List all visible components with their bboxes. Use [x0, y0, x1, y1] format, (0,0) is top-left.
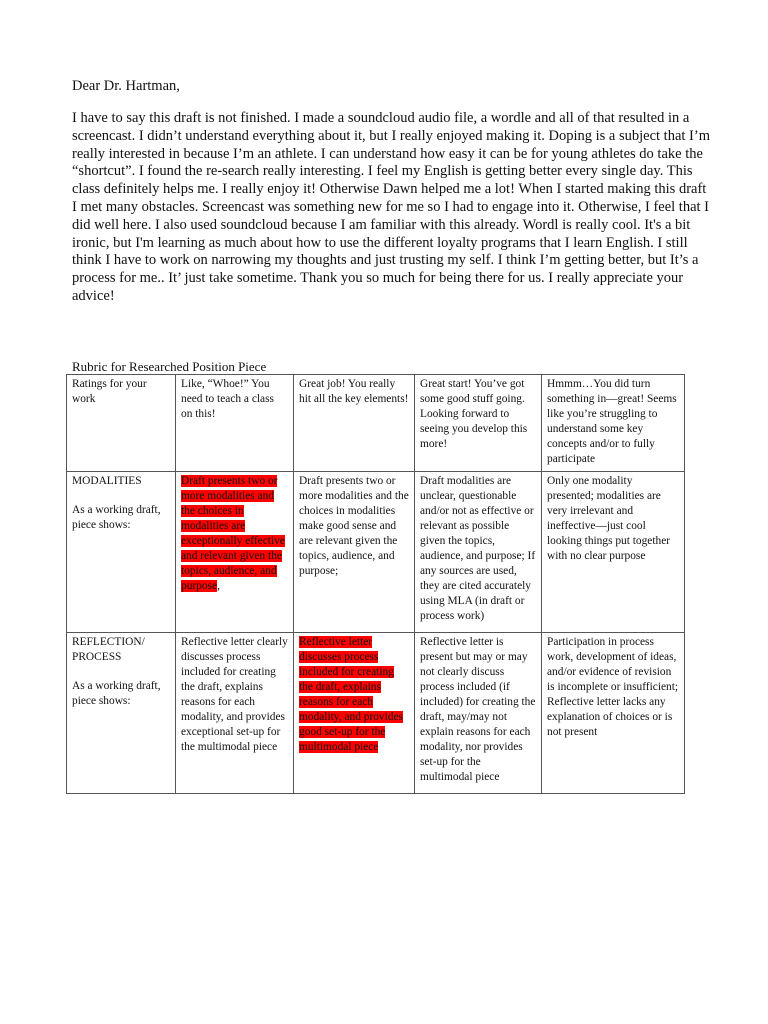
- modalities-sub: As a working draft, piece shows:: [72, 504, 161, 531]
- header-great-job: Great job! You really hit all the key elements!: [294, 375, 415, 472]
- reflection-great-job-cell: [294, 633, 415, 794]
- modalities-label: MODALITIES: [72, 475, 142, 487]
- reflection-label-cell: [67, 633, 176, 794]
- modalities-whoa-cell: [176, 472, 294, 633]
- reflection-great-start: Reflective letter is present but may or may not clearly discuss process included (if included) for creating the draft, may/may not explain reasons for each modality, nor provides set-up for the multimodal piece: [415, 633, 542, 794]
- rubric-modalities-row: [67, 472, 685, 633]
- modalities-great-job: Draft presents two or more modalities and the choices in modalities make good sense and are relevant given the topics, audience, and purpose;: [294, 472, 415, 633]
- header-whoa: Like, “Whoe!” You need to teach a class on this!: [176, 375, 294, 472]
- modalities-great-start: Draft modalities are unclear, questionable and/or not as effective or relevant as possible given the topics, audience, and purpose; If any sources are used, they are cited accurately using MLA (in draft or process work): [415, 472, 542, 633]
- rubric-reflection-row: [67, 633, 685, 794]
- reflection-whoa: Reflective letter clearly discusses process included for creating the draft, explains reasons for each modality, and provides exceptional set-up for the multimodal piece: [176, 633, 294, 794]
- reflection-sub: As a working draft, piece shows:: [72, 680, 161, 707]
- header-ratings: Ratings for your work: [67, 375, 176, 472]
- modalities-hmmm: Only one modality presented; modalities are very irrelevant and ineffective—just cool looking things put together with no clear purpose: [542, 472, 685, 633]
- rubric-table: [66, 374, 685, 794]
- header-great-start: Great start! You’ve got some good stuff going. Looking forward to seeing you develop this more!: [415, 375, 542, 472]
- reflection-great-job-highlighted: Reflective letter discusses process included for creating the draft, explains reasons for each modality, and provides good set-up for the multimodal piece: [299, 636, 403, 753]
- header-hmmm: Hmmm…You did turn something in—great! Seems like you’re struggling to understand some key concepts and/or to fully participate: [542, 375, 685, 472]
- letter-body: I have to say this draft is not finished. I made a soundcloud audio file, a wordle and all of that resulted in a screencast. I didn’t understand everything about it, but I really enjoyed making it. Doping is a subject that I’m really interested in because I’m an athlete. I can understand how easy it can be for young athletes do take the “shortcut”. I found the re-search really interesting. I feel my English is getting better every single day. This class definitely helps me. I really enjoy it! Otherwise Dawn helped me a lot! When I started making this draft I met many obstacles. Screencast was something new for me so I had to engage into it. Otherwise, I feel that I did well here. I also used soundcloud because I am familiar with this already. Wordl is really cool. It's a bit ironic, but I'm learning as much about how to use the different loyalty programs that I learn English. I still think I have to work on narrowing my thoughts and just trusting my self. I think I’m getting better, but It’s a process for me.. It’ just take sometime. Thank you so much for being there for us. I really appreciate your advice!: [72, 110, 710, 304]
- letter-salutation: Dear Dr. Hartman,: [72, 78, 180, 94]
- modalities-whoa-highlighted: Draft presents two or more modalities and the choices in modalities are exceptionally effective and relevant given the topics, audience, and purpose: [181, 475, 285, 592]
- reflection-hmmm: Participation in process work, development of ideas, and/or evidence of revision is incomplete or insufficient; Reflective letter lacks any explanation of choices or is not present: [542, 633, 685, 794]
- rubric-title: Rubric for Researched Position Piece: [72, 359, 267, 374]
- modalities-label-cell: [67, 472, 176, 633]
- modalities-whoa-tail: ,: [217, 580, 220, 592]
- rubric-header-row: [67, 375, 685, 472]
- reflection-label: REFLECTION/ PROCESS: [72, 636, 145, 663]
